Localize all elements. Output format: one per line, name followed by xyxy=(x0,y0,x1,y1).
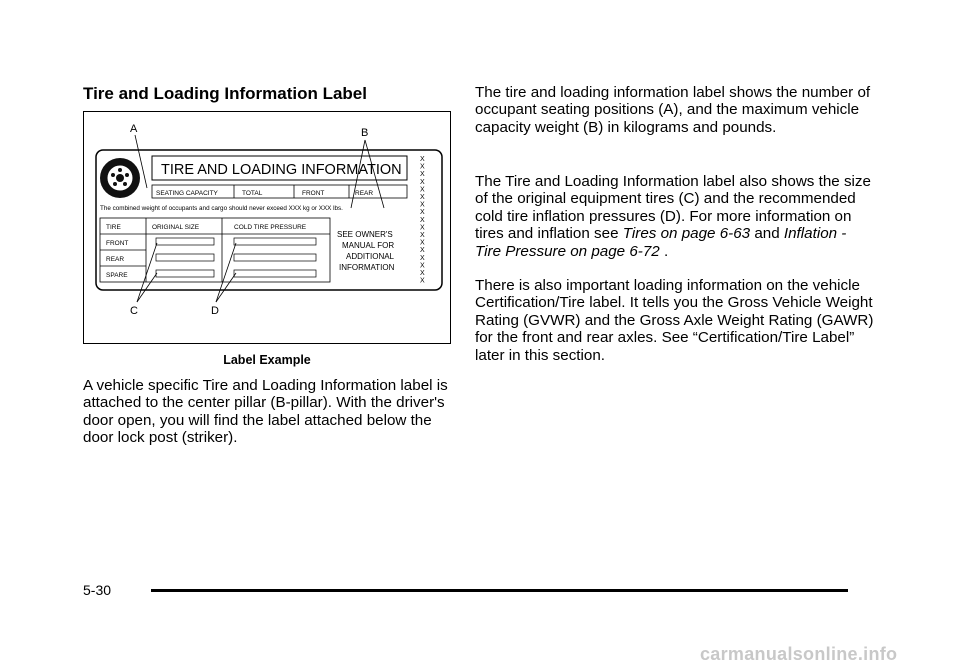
x-mark: X xyxy=(420,270,425,277)
x-mark: X xyxy=(420,209,425,217)
x-mark: X xyxy=(420,232,425,239)
col-original-size: ORIGINAL SIZE xyxy=(152,224,200,231)
x-mark: X xyxy=(420,262,425,270)
x-mark: X xyxy=(420,254,425,262)
x-mark: X xyxy=(420,171,425,179)
x-mark: X xyxy=(420,201,425,209)
x-mark: X xyxy=(420,178,425,186)
watermark: carmanualsonline.info xyxy=(700,644,898,664)
x-mark: X xyxy=(420,239,425,247)
tires-reference-link[interactable]: Tires on page 6-63 xyxy=(622,225,751,243)
x-mark: X xyxy=(420,247,425,255)
callout-d: D xyxy=(211,305,219,317)
col-tire: TIRE xyxy=(106,224,121,231)
x-mark: X xyxy=(420,216,425,224)
total-label: TOTAL xyxy=(242,190,263,197)
row-front: FRONT xyxy=(106,240,129,247)
callout-c: C xyxy=(130,305,138,317)
tire-label-diagram xyxy=(84,112,452,345)
owners-line-2: MANUAL FOR xyxy=(342,241,395,250)
x-mark: X xyxy=(420,186,425,194)
x-mark: X xyxy=(420,224,425,232)
row-spare: SPARE xyxy=(106,272,128,279)
right-paragraph-1: The tire and loading information label shows the number of occupant seating positions (A), and the maximum vehicle capacity weight (B) in kilograms and pounds. xyxy=(475,84,871,136)
page-number: 5-30 xyxy=(83,582,112,598)
label-example-figure xyxy=(83,111,451,344)
p2-text: The Tire and Loading Information label also shows the size of the original equipment tires (C) and the recommended cold tire inflation pressures (D). For more information on tires and inflation see xyxy=(475,173,871,243)
owners-line-1: SEE OWNER'S xyxy=(337,230,393,239)
x-mark: X xyxy=(420,194,425,201)
section-heading: Tire and Loading Information Label xyxy=(83,84,367,103)
p2-and: and xyxy=(750,225,784,243)
callout-b: B xyxy=(361,127,369,139)
footer-rule xyxy=(151,589,848,592)
right-paragraph-2 xyxy=(475,173,875,260)
x-mark: X xyxy=(420,277,425,285)
x-mark: X xyxy=(420,163,425,171)
p2-end: . xyxy=(659,242,669,260)
rear-label: REAR xyxy=(355,190,374,197)
x-column xyxy=(420,156,425,285)
inflation-reference-link[interactable]: Inflation - Tire Pressure on page 6-72 xyxy=(475,225,847,260)
figure-caption: Label Example xyxy=(223,353,311,367)
right-paragraph-3: There is also important loading information on the vehicle Certification/Tire label. It tells you the Gross Vehicle Weight Rating (GVWR) and the Gross Axle Weight Rating (GAWR) for the front and rear axles. See “Certification/Tire Label” later in this section. xyxy=(475,277,874,364)
x-mark: X xyxy=(420,156,425,163)
left-paragraph: A vehicle specific Tire and Loading Information label is attached to the center pillar (B-pillar). With the driver's door open, you will find the label attached below the door lock post (striker). xyxy=(83,377,448,447)
combined-weight-text: The combined weight of occupants and cargo should never exceed XXX kg or XXX lbs. xyxy=(100,205,343,212)
owners-line-4: INFORMATION xyxy=(339,263,395,272)
front-label: FRONT xyxy=(302,190,325,197)
seating-capacity-label: SEATING CAPACITY xyxy=(156,190,218,197)
tire-icon xyxy=(100,158,140,198)
row-rear: REAR xyxy=(106,256,125,263)
owners-line-3: ADDITIONAL xyxy=(346,252,395,261)
label-title: TIRE AND LOADING INFORMATION xyxy=(161,162,402,178)
col-cold-pressure: COLD TIRE PRESSURE xyxy=(234,224,307,231)
callout-a: A xyxy=(130,123,138,135)
